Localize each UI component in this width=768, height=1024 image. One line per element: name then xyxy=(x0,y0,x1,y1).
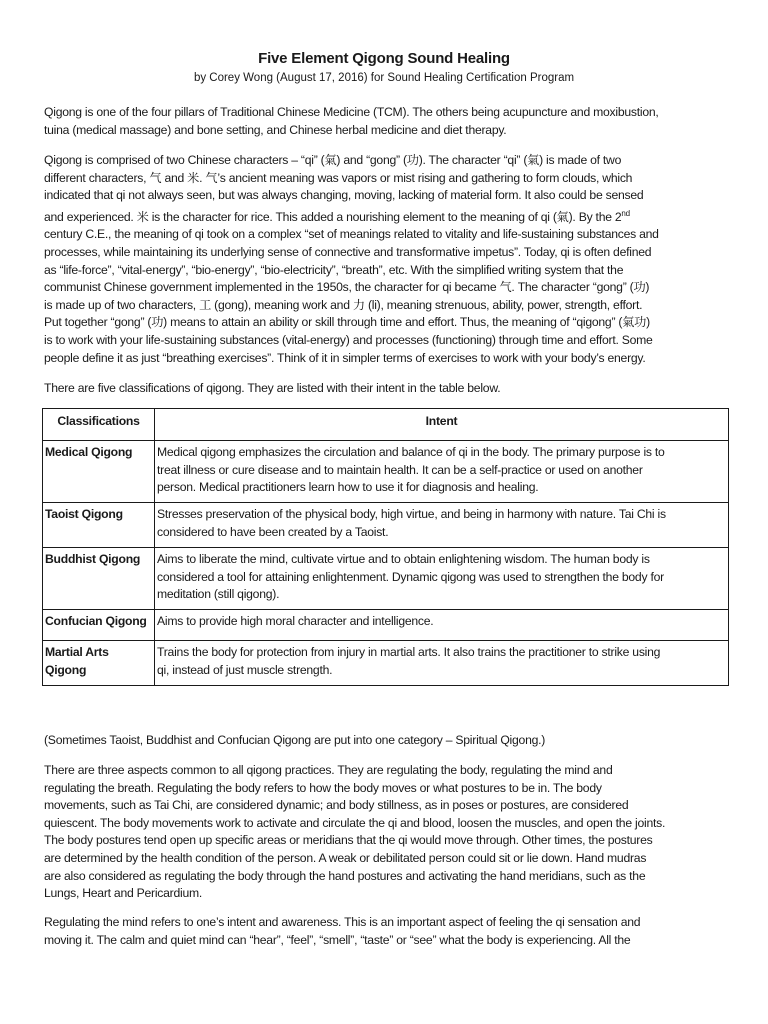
table-row xyxy=(43,610,729,641)
cell-text: person. Medical practitioners learn how to use it for diagnosis and healing. xyxy=(157,480,539,495)
paragraph-characters xyxy=(44,152,728,367)
paragraph-line: There are three aspects common to all qigong practices. They are regulating the body, regulating the mind and xyxy=(44,763,613,777)
cell-text: Aims to provide high moral character and intelligence. xyxy=(157,614,434,628)
table-row xyxy=(43,441,729,503)
classification-intent xyxy=(155,503,729,548)
paragraph-line: people define it as just “breathing exercises”. Think of it in simpler terms of exercises to work with your body’s energy. xyxy=(44,350,646,365)
table-row xyxy=(43,503,729,548)
table-row xyxy=(43,548,729,610)
cell-text: Confucian Qigong xyxy=(45,614,147,628)
cell-text: Trains the body for protection from injury in martial arts. It also trains the practitioner to strike using xyxy=(157,645,661,659)
cell-text: treat illness or cure disease and to maintain health. It can be a self-practice or used on another xyxy=(157,462,643,477)
paragraph-line: Lungs, Heart and Pericardium. xyxy=(44,886,203,901)
paragraph-line: indicated that qi not always seen, but was always changing, moving, lacking of material form. It also could be sensed xyxy=(44,188,644,203)
document-byline: by Corey Wong (August 17, 2016) for Sound Healing Certification Program xyxy=(193,72,575,84)
classification-intent xyxy=(155,548,729,610)
cell-text: Medical Qigong xyxy=(45,445,133,459)
paragraph-line: Qigong is one of the four pillars of Traditional Chinese Medicine (TCM). The others being acupuncture and moxibustion, xyxy=(44,105,659,119)
classification-intent xyxy=(155,641,729,686)
paragraph-line: Put together “gong” (功) means to attain an ability or skill through time and effort. Thus, the meaning of “qigong” (氣功) xyxy=(44,315,650,330)
cell-text: considered to have been created by a Taoist. xyxy=(157,524,389,539)
classification-name xyxy=(43,441,155,503)
paragraph-line: and experienced. 米 is the character for rice. This added a nourishing element to the meaning of qi (氣). By the 2nd xyxy=(44,208,630,224)
cell-text: considered a tool for attaining enlightenment. Dynamic qigong was used to strengthen the body for xyxy=(157,569,664,584)
cell-text: Buddhist Qigong xyxy=(45,552,141,566)
cell-text: qi, instead of just muscle strength. xyxy=(157,662,333,677)
paragraph-line: as “life-force”, “vital-energy”, “bio-energy”, “bio-electricity”, “breath”, etc. With the simplified writing system that the xyxy=(44,262,624,277)
table-header-classifications: Classifications xyxy=(43,409,155,441)
cell-text: Stresses preservation of the physical body, high virtue, and being in harmony with nature. Tai Chi is xyxy=(157,507,666,521)
paragraph-line: century C.E., the meaning of qi took on a complex “set of meanings related to vitality and life-sustaining substances and xyxy=(44,227,659,242)
paragraph-line: Qigong is comprised of two Chinese characters – “qi” (氣) and “gong” (功). The character “qi” (氣) is made of two xyxy=(44,153,622,167)
classification-intent xyxy=(155,610,729,641)
paragraph-line: is made up of two characters, 工 (gong), meaning work and 力 (li), meaning strenuous, ability, power, strength, effort. xyxy=(44,297,643,312)
paragraph-line: are also considered as regulating the body through the hand postures and activating the hand meridians, such as the xyxy=(44,868,646,883)
cell-text: meditation (still qigong). xyxy=(157,587,280,602)
paragraph-three-aspects xyxy=(44,762,728,903)
classification-intent xyxy=(155,441,729,503)
paragraph-line: is to work with your life-sustaining substances (vital-energy) and processes (functioning) through time and effort. Some xyxy=(44,333,653,347)
paragraph-line: tuina (medical massage) and bone setting, and Chinese herbal medicine and diet therapy. xyxy=(44,122,507,137)
table-row xyxy=(43,641,729,686)
cell-text: Taoist Qigong xyxy=(45,507,123,521)
classifications-table xyxy=(42,408,729,686)
paragraph-regulating-mind xyxy=(44,914,728,949)
paragraph-line: communist Chinese government implemented in the 1950s, the character for qi became 气. The character “gong” (功) xyxy=(44,280,650,295)
paragraph-line: movements, such as Tai Chi, are considered dynamic; and body stillness, as in poses or postures, are considered xyxy=(44,798,629,813)
classification-name xyxy=(43,548,155,610)
paragraph-line: different characters, 气 and 米. 气’s ancient meaning was vapors or mist rising and gathering to form clouds, which xyxy=(44,170,633,185)
paragraph-intro xyxy=(44,104,728,139)
paragraph-classifications-intro: There are five classifications of qigong. They are listed with their intent in the table below. xyxy=(44,381,501,395)
paragraph-line: are determined by the health condition of the person. A weak or debilitated person could sit or lie down. Hand mudras xyxy=(44,850,647,865)
paragraph-line: moving it. The calm and quiet mind can “hear”, “feel”, “smell”, “taste” or “see” what the body is experiencing. All the xyxy=(44,932,631,947)
classification-name xyxy=(43,641,155,686)
paragraph-line: Regulating the mind refers to one’s intent and awareness. This is an important aspect of feeling the qi sensation and xyxy=(44,915,641,929)
cell-text: Martial Arts xyxy=(45,645,109,659)
classification-name xyxy=(43,503,155,548)
table-header-intent: Intent xyxy=(155,409,729,441)
classification-name xyxy=(43,610,155,641)
paragraph-line: The body postures tend open up specific areas or meridians that the qi would move through. Other times, the postures xyxy=(44,833,653,848)
ordinal-superscript: nd xyxy=(621,208,630,218)
document-title: Five Element Qigong Sound Healing xyxy=(258,50,510,67)
cell-text: Qigong xyxy=(45,662,87,677)
cell-text: Medical qigong emphasizes the circulation and balance of qi in the body. The primary purpose is to xyxy=(157,445,665,459)
cell-text: Aims to liberate the mind, cultivate virtue and to obtain enlightening wisdom. The human body is xyxy=(157,552,650,566)
paragraph-line: quiescent. The body movements work to activate and circulate the qi and blood, loosen the muscles, and open the joints. xyxy=(44,815,666,830)
paragraph-line: processes, while maintaining its underlying sense of connective and transformative impetus”. Today, qi is often defined xyxy=(44,245,652,260)
table-note: (Sometimes Taoist, Buddhist and Confucian Qigong are put into one category – Spiritual Qigong.) xyxy=(44,733,546,747)
paragraph-line: regulating the breath. Regulating the body refers to how the body moves or what postures to be in. The body xyxy=(44,780,602,795)
